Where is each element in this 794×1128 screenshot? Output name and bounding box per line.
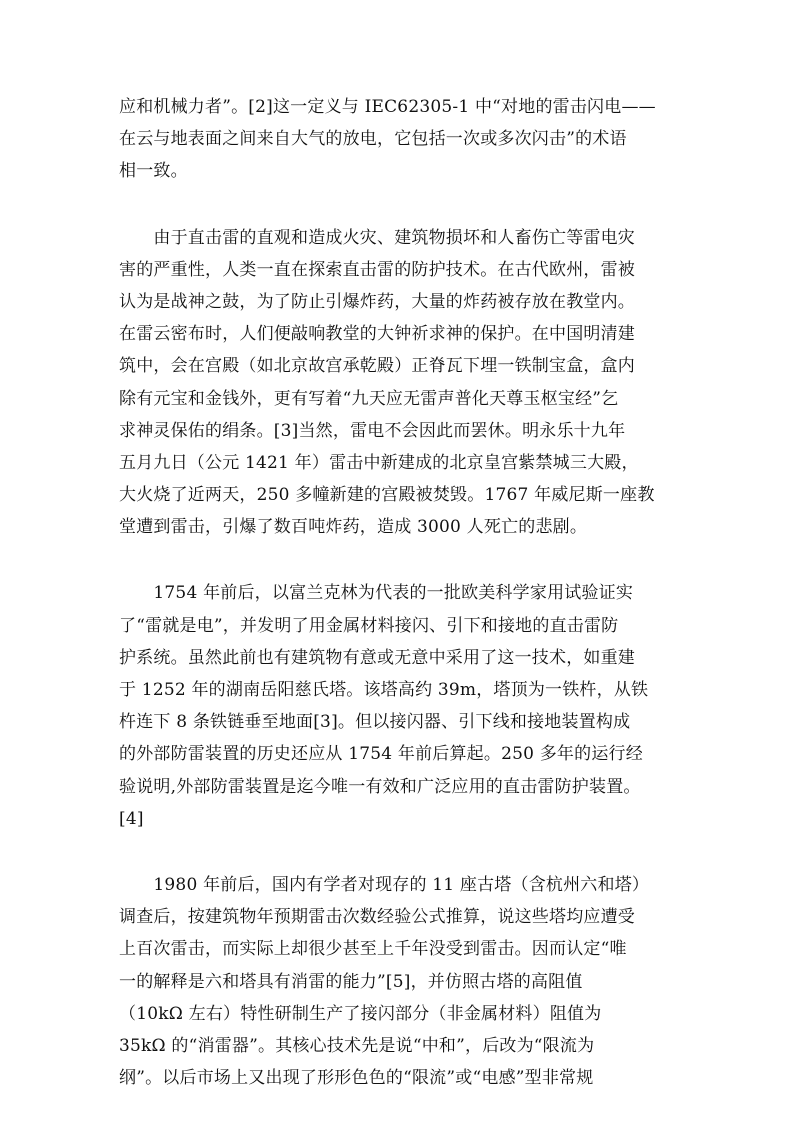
document-page: [119, 91, 687, 1128]
text-line: 在云与地表面之间来自大气的放电，它包括一次或多次闪击”的术语: [119, 129, 627, 150]
text-line: 大火烧了近两天，250 多幢新建的宫殿被焚毁。1767 年威尼斯一座教: [119, 485, 655, 506]
text-line: 调查后，按建筑物年预期雷击次数经验公式推算，说这些塔均应遭受: [119, 907, 635, 928]
text-line: [4]: [119, 808, 144, 829]
paragraph-2: [119, 222, 687, 544]
text-line: 相一致。: [119, 161, 188, 182]
text-line: 害的严重性，人类一直在探索直击雷的防护技术。在古代欧州，雷被: [119, 259, 635, 280]
text-line: 认为是战神之鼓，为了防止引爆炸药，大量的炸药被存放在教堂内。: [119, 291, 635, 312]
text-line: 由于直击雷的直观和造成火灾、建筑物损坏和人畜伤亡等雷电灾: [119, 227, 635, 248]
text-line: 应和机械力者”。[2]这一定义与 IEC62305-1 中“对地的雷击闪电——: [119, 97, 656, 117]
text-line: 1980 年前后，国内有学者对现存的 11 座古塔（含杭州六和塔）: [119, 874, 650, 895]
text-line: 护系统。虽然此前也有建筑物有意或无意中采用了这一技术，如重建: [119, 647, 635, 668]
text-line: 求神灵保佑的绢条。[3]当然，雷电不会因此而罢休。明永乐十九年: [119, 420, 626, 441]
text-line: 杵连下 8 条铁链垂至地面[3]。但以接闪器、引下线和接地装置构成: [119, 712, 631, 733]
text-line: 在雷云密布时，人们便敲响教堂的大钟祈求神的保护。在中国明清建: [119, 324, 635, 345]
text-line: 纲”。以后市场上又出现了形形色色的“限流”或“电感”型非常规: [119, 1068, 594, 1089]
text-line: 的外部防雷装置的历史还应从 1754 年前后算起。250 多年的运行经: [119, 744, 643, 765]
paragraph-3: [119, 577, 687, 835]
text-line: 1754 年前后，以富兰克林为代表的一批欧美科学家用试验证实: [119, 583, 634, 604]
text-line: 35kΩ 的“消雷器”。其核心技术先是说“中和”，后改为“限流为: [119, 1035, 595, 1056]
text-line: 堂遭到雷击，引爆了数百吨炸药，造成 3000 人死亡的悲剧。: [119, 517, 588, 538]
text-line: 于 1252 年的湖南岳阳慈氏塔。该塔高约 39m，塔顶为一铁杵，从铁: [119, 680, 649, 700]
text-line: 了“雷就是电”，并发明了用金属材料接闪、引下和接地的直击雷防: [119, 615, 619, 636]
text-line: 一的解释是六和塔具有消雷的能力”[5]，并仿照古塔的高阻值: [119, 971, 583, 992]
text-line: 五月九日（公元 1421 年）雷击中新建成的北京皇宫紫禁城三大殿，: [119, 452, 639, 473]
paragraph-4: [119, 869, 687, 1094]
text-line: 除有元宝和金钱外，更有写着“九天应无雷声普化天尊玉枢宝经”乞: [119, 388, 619, 409]
text-line: 上百次雷击，而实际上却很少甚至上千年没受到雷击。因而认定“唯: [119, 939, 627, 960]
text-line: （10kΩ 左右）特性研制生产了接闪部分（非金属材料）阻值为: [119, 1003, 602, 1024]
text-line: 验说明,外部防雷装置是迄今唯一有效和广泛应用的直击雷防护装置。: [119, 776, 641, 797]
text-line: 筑中，会在宫殿（如北京故宫承乾殿）正脊瓦下埋一铁制宝盒，盒内: [119, 356, 635, 377]
paragraph-1: [119, 91, 687, 188]
